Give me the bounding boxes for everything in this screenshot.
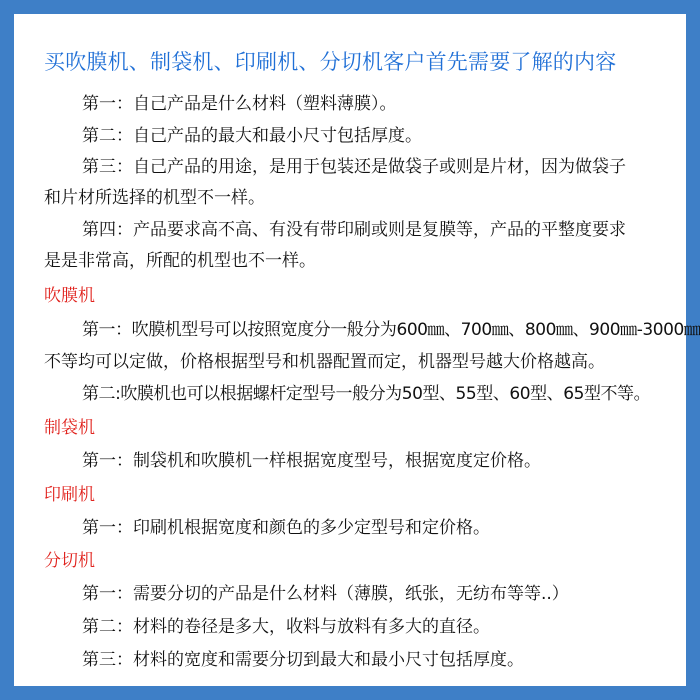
intro-point-1: 第一：自己产品是什么材料（塑料薄膜）。	[82, 94, 397, 114]
printing-point-1: 第一：印刷机根据宽度和颜色的多少定型号和定价格。	[82, 518, 490, 538]
document-content	[28, 28, 700, 700]
intro-point-4-line-1: 第四：产品要求高不高、有没有带印刷或则是复膜等，产品的平整度要求	[82, 220, 626, 240]
slitting-point-2: 第二：材料的卷径是多大，收料与放料有多大的直径。	[82, 617, 490, 637]
intro-point-4-line-2: 是是非常高，所配的机型也不一样。	[44, 251, 316, 271]
section-heading-slitting: 分切机	[44, 551, 95, 571]
blown-film-point-2: 第二:吹膜机也可以根据螺杆定型号一般分为50型、55型、60型、65型不等。	[82, 384, 651, 404]
slitting-point-3: 第三：材料的宽度和需要分切到最大和最小尺寸包括厚度。	[82, 650, 524, 670]
blown-film-point-1-line-1: 第一：吹膜机型号可以按照宽度分一般分为600㎜、700㎜、800㎜、900㎜-3000㎜	[82, 320, 700, 340]
slitting-point-1: 第一：需要分切的产品是什么材料（薄膜，纸张，无纺布等等..）	[82, 584, 569, 604]
intro-point-3-line-2: 和片材所选择的机型不一样。	[44, 188, 265, 208]
bag-making-point-1: 第一：制袋机和吹膜机一样根据宽度型号，根据宽度定价格。	[82, 451, 541, 471]
blown-film-point-1-line-2: 不等均可以定做，价格根据型号和机器配置而定，机器型号越大价格越高。	[44, 352, 605, 372]
section-heading-blown-film: 吹膜机	[44, 286, 95, 306]
intro-point-2: 第二：自己产品的最大和最小尺寸包括厚度。	[82, 126, 422, 146]
section-heading-bag-making: 制袋机	[44, 418, 95, 438]
page-title: 买吹膜机、制袋机、印刷机、分切机客户首先需要了解的内容	[44, 50, 617, 74]
intro-point-3-line-1: 第三：自己产品的用途，是用于包装还是做袋子或则是片材，因为做袋子	[82, 157, 626, 177]
section-heading-printing: 印刷机	[44, 485, 95, 505]
